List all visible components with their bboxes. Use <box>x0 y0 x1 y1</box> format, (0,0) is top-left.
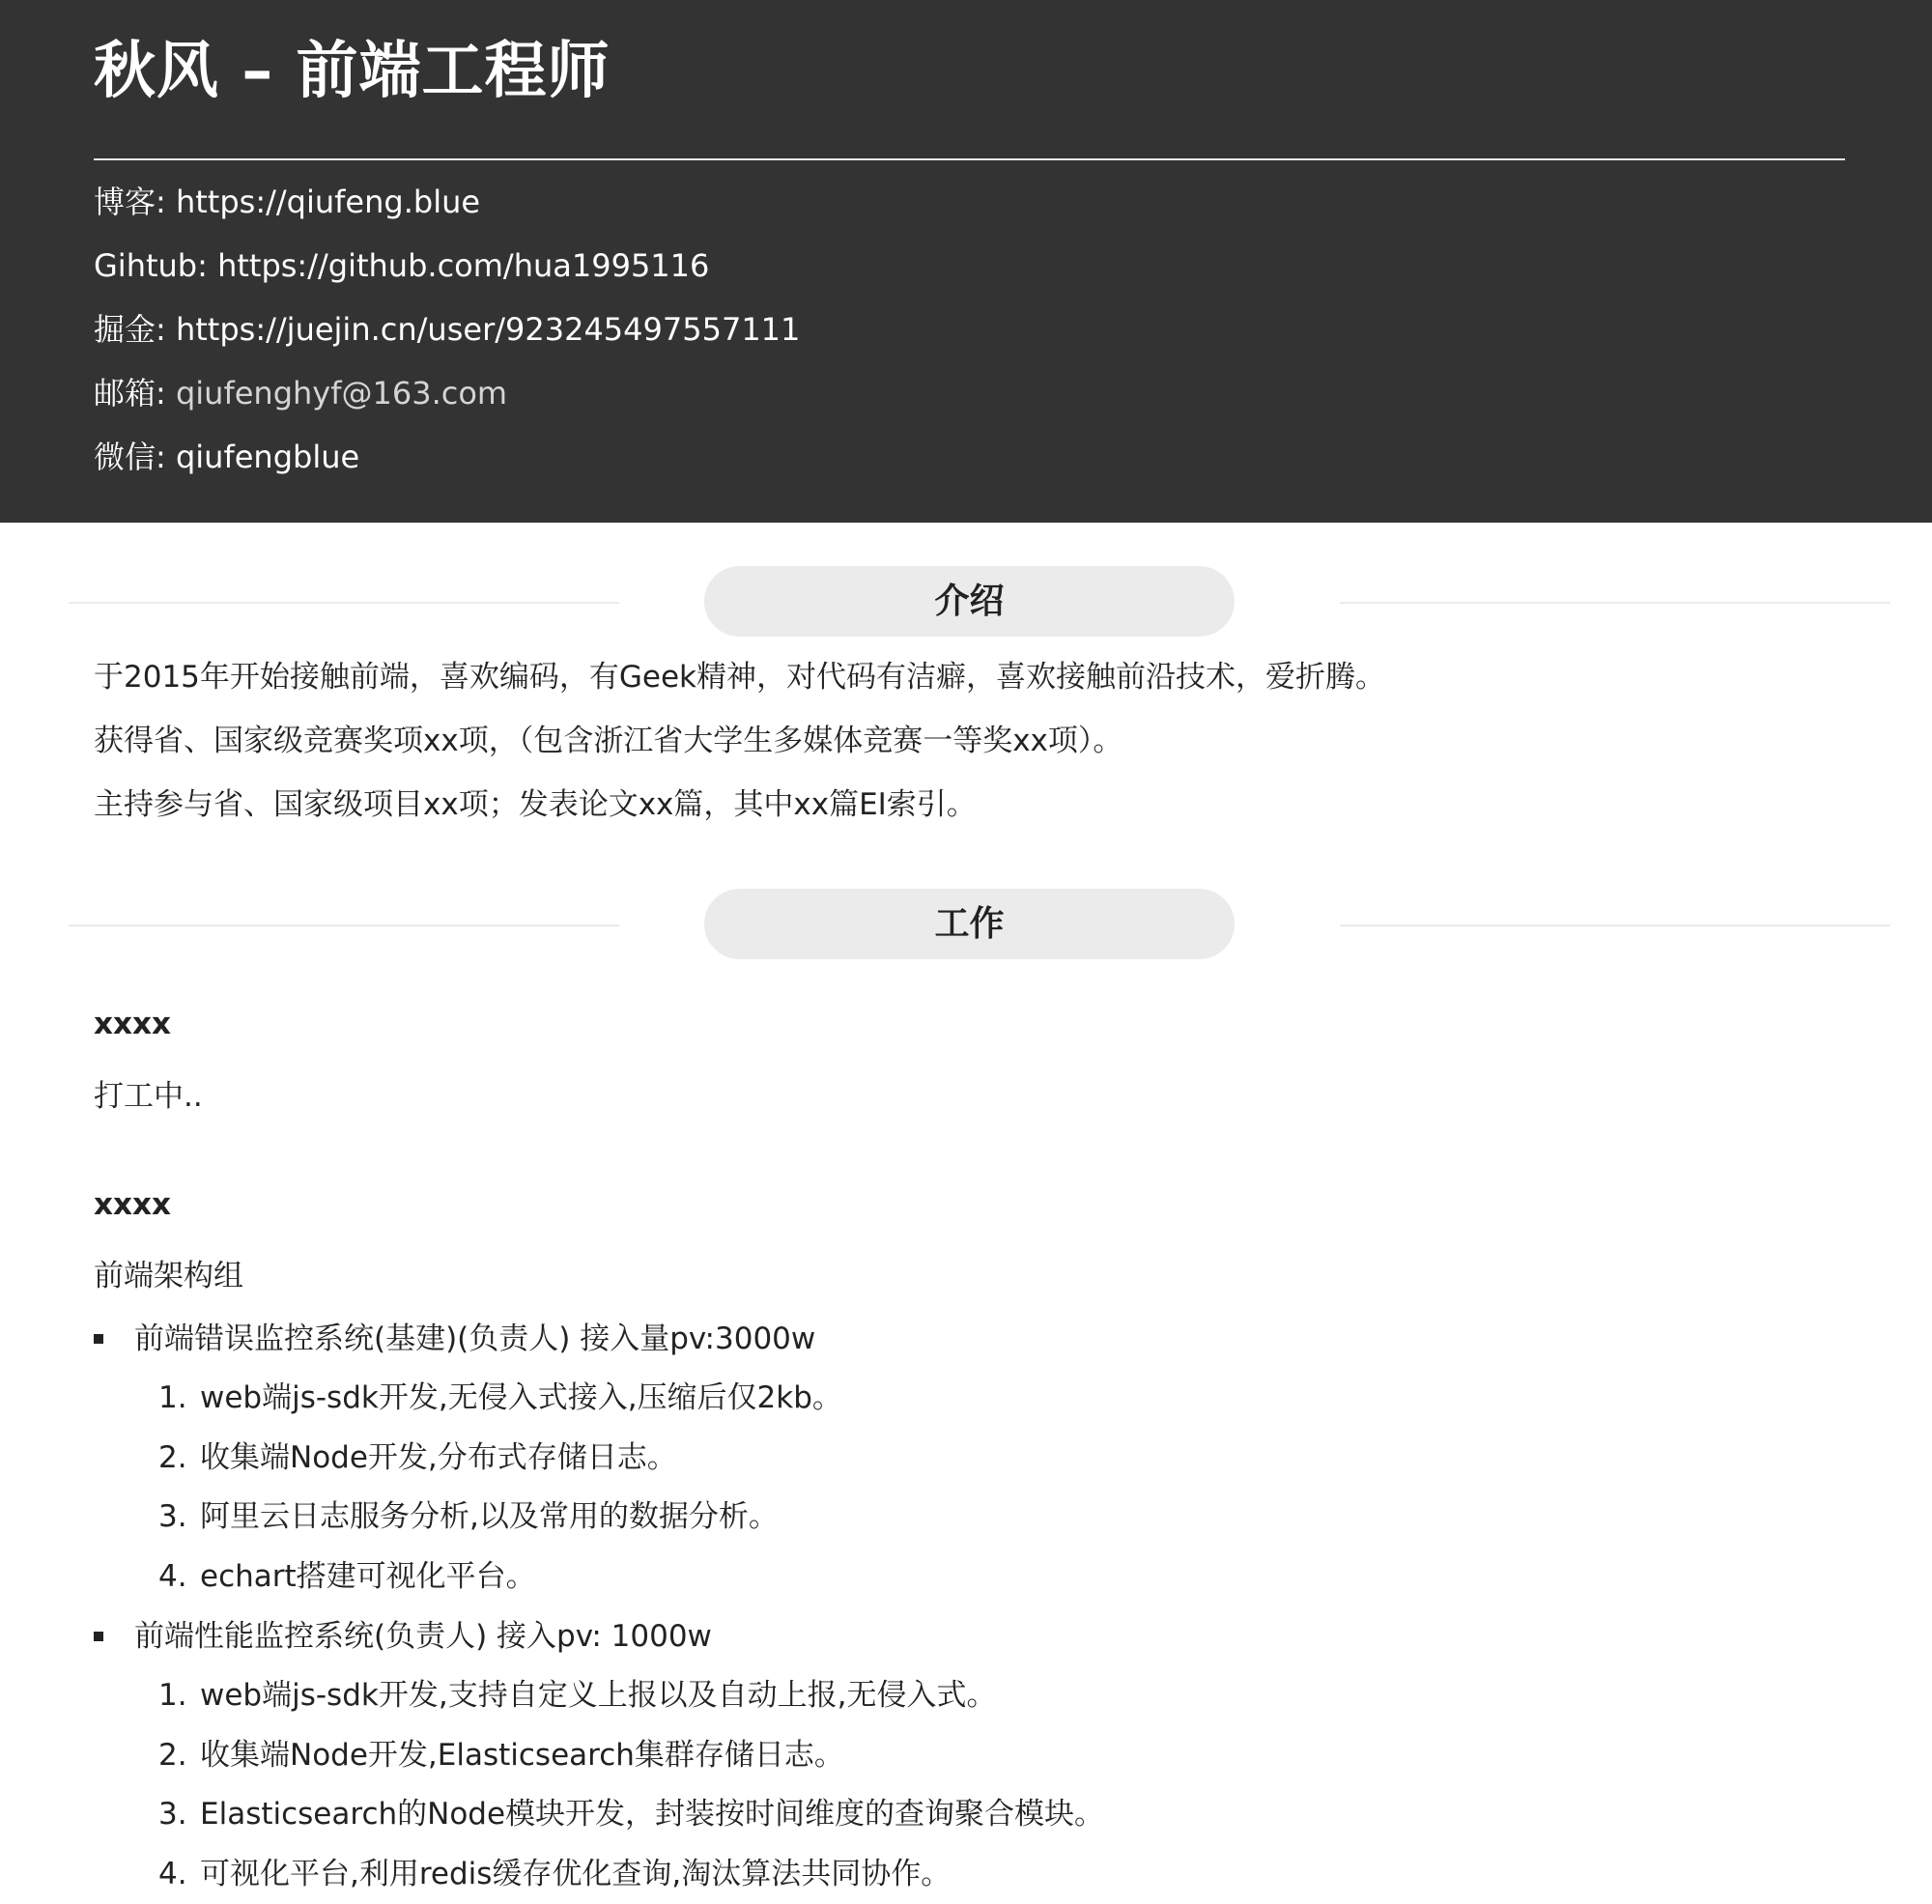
list-item <box>158 1674 997 1717</box>
list-item <box>158 1555 536 1598</box>
intro-line: 获得省、国家级竞赛奖项xx项，（包含浙江省大学生多媒体竞赛一等奖xx项）。 <box>94 724 1123 758</box>
project-title: 前端性能监控系统(负责人) 接入pv: 1000w <box>134 1619 712 1654</box>
project-title: 前端错误监控系统(基建)(负责人) 接入量pv:3000w <box>134 1321 816 1356</box>
contact-label: 掘金: <box>94 311 166 348</box>
bullet-marker <box>94 1334 103 1344</box>
list-item <box>158 1853 951 1895</box>
contact-label: 博客: <box>94 184 166 220</box>
item-number: 1. <box>158 1678 187 1713</box>
intro-line: 于2015年开始接触前端，喜欢编码，有Geek精神，对代码有洁癖，喜欢接触前沿技术，爱折腾。 <box>94 660 1386 695</box>
blog-link[interactable]: https://qiufeng.blue <box>175 184 481 220</box>
list-item <box>158 1734 844 1776</box>
contact-label: Gihtub: <box>94 247 208 284</box>
item-text: 收集端Node开发,Elasticsearch集群存储日志。 <box>200 1738 844 1773</box>
list-item <box>158 1377 842 1419</box>
company-name: xxxx <box>94 1007 171 1041</box>
section-heading-intro: 介绍 <box>704 566 1235 637</box>
item-number: 1. <box>158 1380 187 1415</box>
bullet-marker <box>94 1632 103 1641</box>
contact-blog <box>94 181 480 223</box>
list-item <box>158 1793 1104 1835</box>
header-divider <box>94 158 1845 160</box>
item-text: web端js-sdk开发,支持自定义上报以及自动上报,无侵入式。 <box>200 1678 997 1713</box>
section-divider-right <box>1340 602 1890 604</box>
item-text: 收集端Node开发,分布式存储日志。 <box>200 1440 677 1475</box>
contact-label: 微信: <box>94 439 166 475</box>
item-text: 可视化平台,利用redis缓存优化查询,淘汰算法共同协作。 <box>200 1857 952 1891</box>
job-description: 打工中.. <box>94 1079 203 1114</box>
company-name: xxxx <box>94 1187 171 1222</box>
contact-juejin <box>94 308 800 351</box>
section-heading-work: 工作 <box>704 889 1235 959</box>
item-text: Elasticsearch的Node模块开发，封装按时间维度的查询聚合模块。 <box>200 1797 1105 1832</box>
item-text: 阿里云日志服务分析,以及常用的数据分析。 <box>200 1499 779 1534</box>
contact-wechat <box>94 436 359 478</box>
item-number: 3. <box>158 1499 187 1534</box>
section-divider-left <box>69 924 619 926</box>
contact-github <box>94 244 709 287</box>
item-text: web端js-sdk开发,无侵入式接入,压缩后仅2kb。 <box>200 1380 842 1415</box>
item-number: 2. <box>158 1440 187 1475</box>
page-title: 秋风 – 前端工程师 <box>94 36 611 107</box>
contact-email <box>94 372 507 414</box>
resume-header <box>0 0 1932 523</box>
item-text: echart搭建可视化平台。 <box>200 1559 536 1594</box>
item-number: 4. <box>158 1857 187 1891</box>
list-item <box>158 1436 677 1479</box>
intro-line: 主持参与省、国家级项目xx项；发表论文xx篇，其中xx篇EI索引。 <box>94 787 977 822</box>
list-item <box>158 1495 779 1538</box>
wechat-id: qiufengblue <box>175 439 360 475</box>
section-divider-left <box>69 602 619 604</box>
team-name: 前端架构组 <box>94 1259 243 1293</box>
item-number: 2. <box>158 1738 187 1773</box>
contact-label: 邮箱: <box>94 375 166 412</box>
github-link[interactable]: https://github.com/hua1995116 <box>217 247 710 284</box>
section-divider-right <box>1340 924 1890 926</box>
email-link[interactable]: qiufenghyf@163.com <box>175 375 508 412</box>
item-number: 3. <box>158 1797 187 1832</box>
item-number: 4. <box>158 1559 187 1594</box>
juejin-link[interactable]: https://juejin.cn/user/923245497557111 <box>175 311 801 348</box>
